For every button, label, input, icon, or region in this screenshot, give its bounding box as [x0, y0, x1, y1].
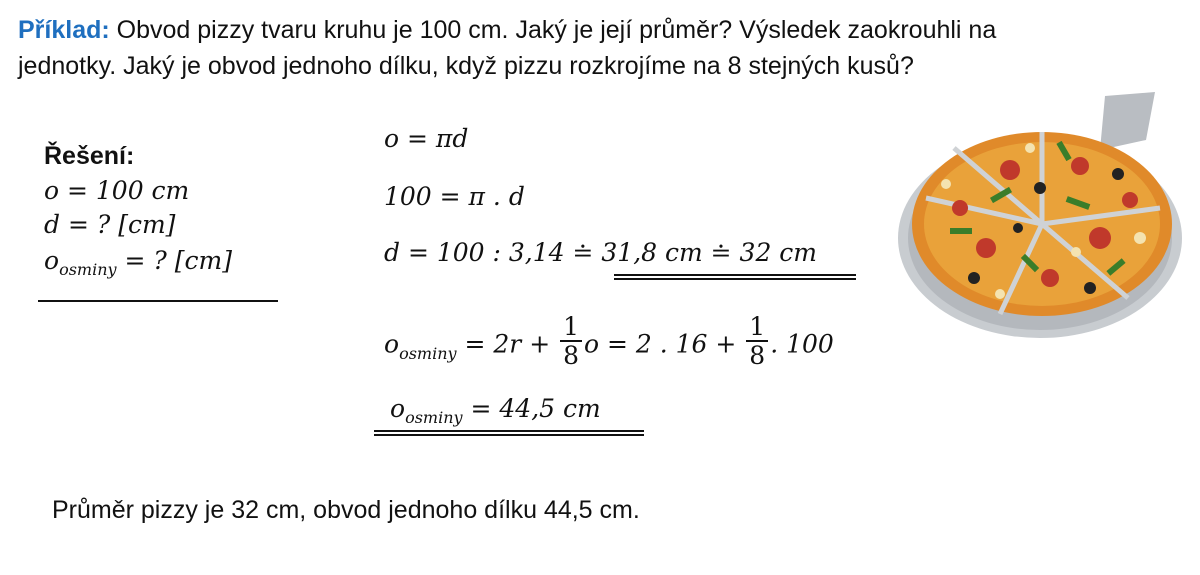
slice-result-underline — [374, 430, 644, 436]
given-slice-sub: osminy — [59, 260, 117, 279]
equation-diameter-result: 31,8 cm ≐ 32 cm — [601, 238, 818, 267]
equation-diameter — [384, 238, 817, 268]
eq4-frac2-num: 1 — [746, 314, 768, 342]
eq4-end: . 100 — [770, 329, 834, 359]
eq4-var: o — [384, 329, 400, 359]
eq4-frac2-den: 8 — [749, 341, 766, 370]
eq4-frac1-num: 1 — [560, 314, 582, 342]
given-circumference: o = 100 cm — [44, 176, 190, 205]
eq5-sub: osminy — [405, 408, 463, 427]
given-divider — [38, 300, 278, 302]
equation-diameter-left: d = 100 : 3,14 ≐ — [384, 238, 602, 267]
equation-slice-result — [390, 394, 601, 427]
given-slice-var: o — [44, 246, 60, 275]
task-text: Obvod pizzy tvaru kruhu je 100 cm. Jaký je její průměr? Výsledek zaokrouhli na jednotky. Jaký je obvod jednoho dílku, když pizzu rozkrojíme na 8 stejných kusů? — [18, 16, 997, 80]
eq4-frac1-den: 8 — [563, 341, 579, 370]
eq4-sub: osminy — [399, 343, 457, 363]
equation-slice-perimeter — [384, 312, 834, 374]
given-slice-rest: = ? [cm] — [124, 246, 232, 275]
equation-formula: o = πd — [384, 124, 469, 153]
eq5-var: o — [390, 394, 406, 423]
pizza-server — [1100, 92, 1155, 150]
eq4-mid: = 2r + — [456, 329, 559, 359]
pizza-image — [890, 88, 1200, 350]
given-slice-perimeter — [44, 246, 232, 279]
task-label: Příklad: — [18, 16, 110, 44]
solution-heading: Řešení: — [44, 142, 135, 170]
eq4-after-frac1: o = 2 . 16 + — [584, 329, 745, 359]
diameter-result-underline — [614, 274, 856, 280]
equation-substitution: 100 = π . d — [384, 182, 525, 211]
final-answer: Průměr pizzy je 32 cm, obvod jednoho dílku 44,5 cm. — [52, 496, 640, 524]
task-statement — [18, 12, 1098, 84]
given-diameter: d = ? [cm] — [44, 210, 176, 239]
eq5-rest: = 44,5 cm — [462, 394, 601, 423]
